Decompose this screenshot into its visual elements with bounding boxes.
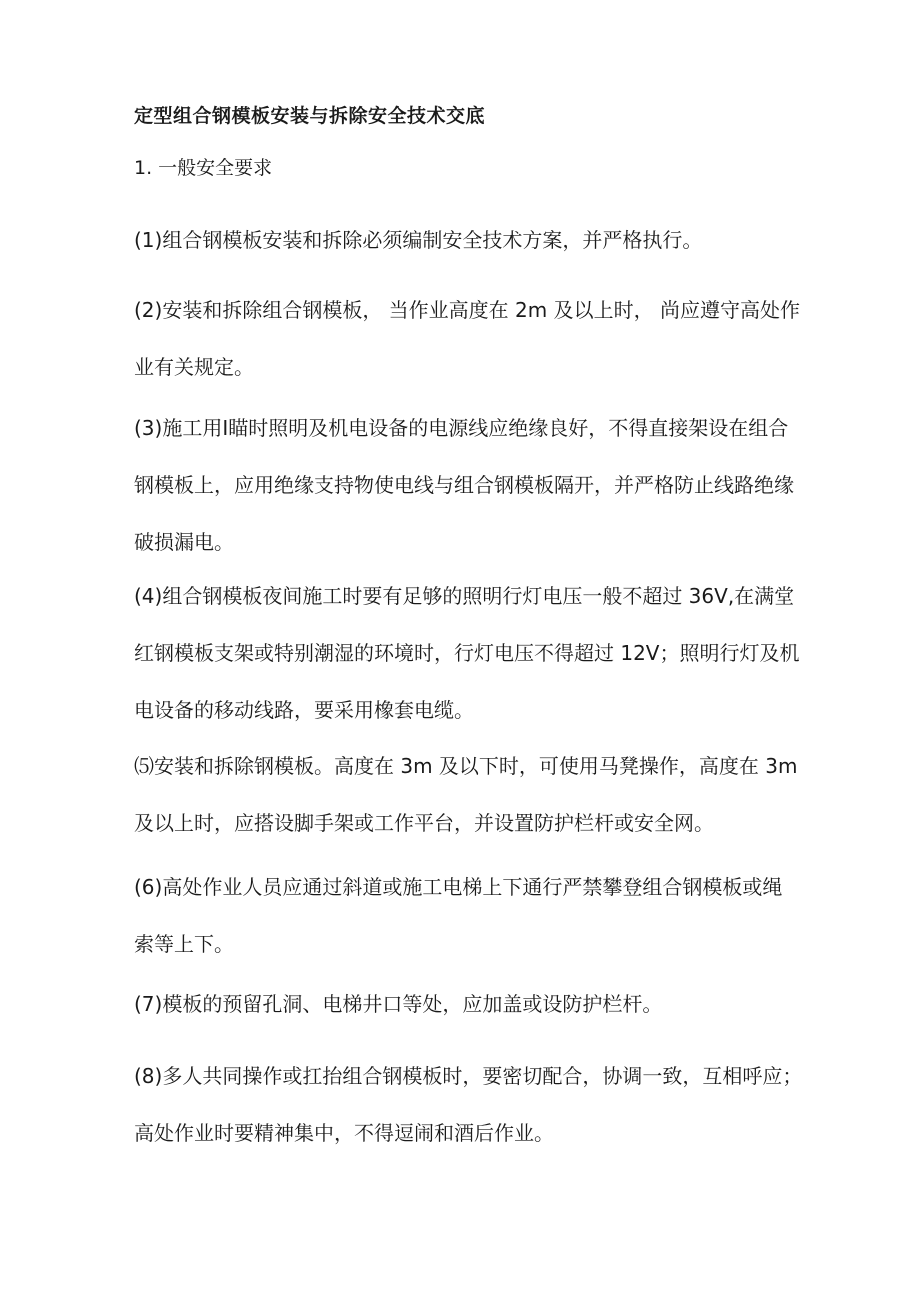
paragraph-4	[134, 568, 804, 739]
paragraph-line: (8)多人共同操作或扛抬组合钢模板时，要密切配合，协调一致，互相呼应；	[134, 1064, 803, 1088]
paragraph-line: 电设备的移动线路，要采用橡套电缆。	[134, 698, 474, 722]
paragraph-5	[134, 738, 804, 852]
paragraph-line: 及以上时，应搭设脚手架或工作平台，并设置防护栏杆或安全网。	[134, 811, 714, 835]
paragraph-line: 索等上下。	[134, 932, 234, 956]
paragraph-line: ⑸安装和拆除钢模板。高度在 3m 及以下时，可使用马凳操作，高度在 3m	[134, 754, 798, 778]
paragraph-8	[134, 1048, 804, 1162]
paragraph-line: 钢模板上，应用绝缘支持物使电线与组合钢模板隔开，并严格防止线路绝缘	[134, 473, 794, 497]
paragraph-line: 红钢模板支架或特别潮湿的环境时，行灯电压不得超过 12V；照明行灯及机	[134, 641, 800, 665]
paragraph-line: 高处作业时要精神集中，不得逗闹和酒后作业。	[134, 1121, 554, 1145]
paragraph-2	[134, 282, 804, 396]
paragraph-1	[134, 212, 804, 269]
paragraph-line: (1)组合钢模板安装和拆除必须编制安全技术方案，并严格执行。	[134, 228, 703, 252]
document-title: 定型组合钢模板安装与拆除安全技术交底	[134, 105, 486, 127]
paragraph-3	[134, 400, 804, 571]
paragraph-line: 破损漏电。	[134, 530, 234, 554]
paragraph-line: (3)施工用Ⅰ瞄时照明及机电设备的电源线应绝缘良好，不得直接架设在组合	[134, 416, 789, 440]
paragraph-7	[134, 976, 804, 1033]
paragraph-6	[134, 859, 804, 973]
paragraph-line: 业有关规定。	[134, 355, 254, 379]
paragraph-line: (2)安装和拆除组合钢模板， 当作业高度在 2m 及以上时， 尚应遵守高处作	[134, 298, 800, 322]
section-heading: 1. 一般安全要求	[134, 157, 273, 179]
paragraph-line: (7)模板的预留孔洞、电梯井口等处，应加盖或设防护栏杆。	[134, 992, 663, 1016]
paragraph-line: (6)高处作业人员应通过斜道或施工电梯上下通行严禁攀登组合钢模板或绳	[134, 875, 783, 899]
paragraph-line: (4)组合钢模板夜间施工时要有足够的照明行灯电压一般不超过 36V,在满堂	[134, 584, 795, 608]
